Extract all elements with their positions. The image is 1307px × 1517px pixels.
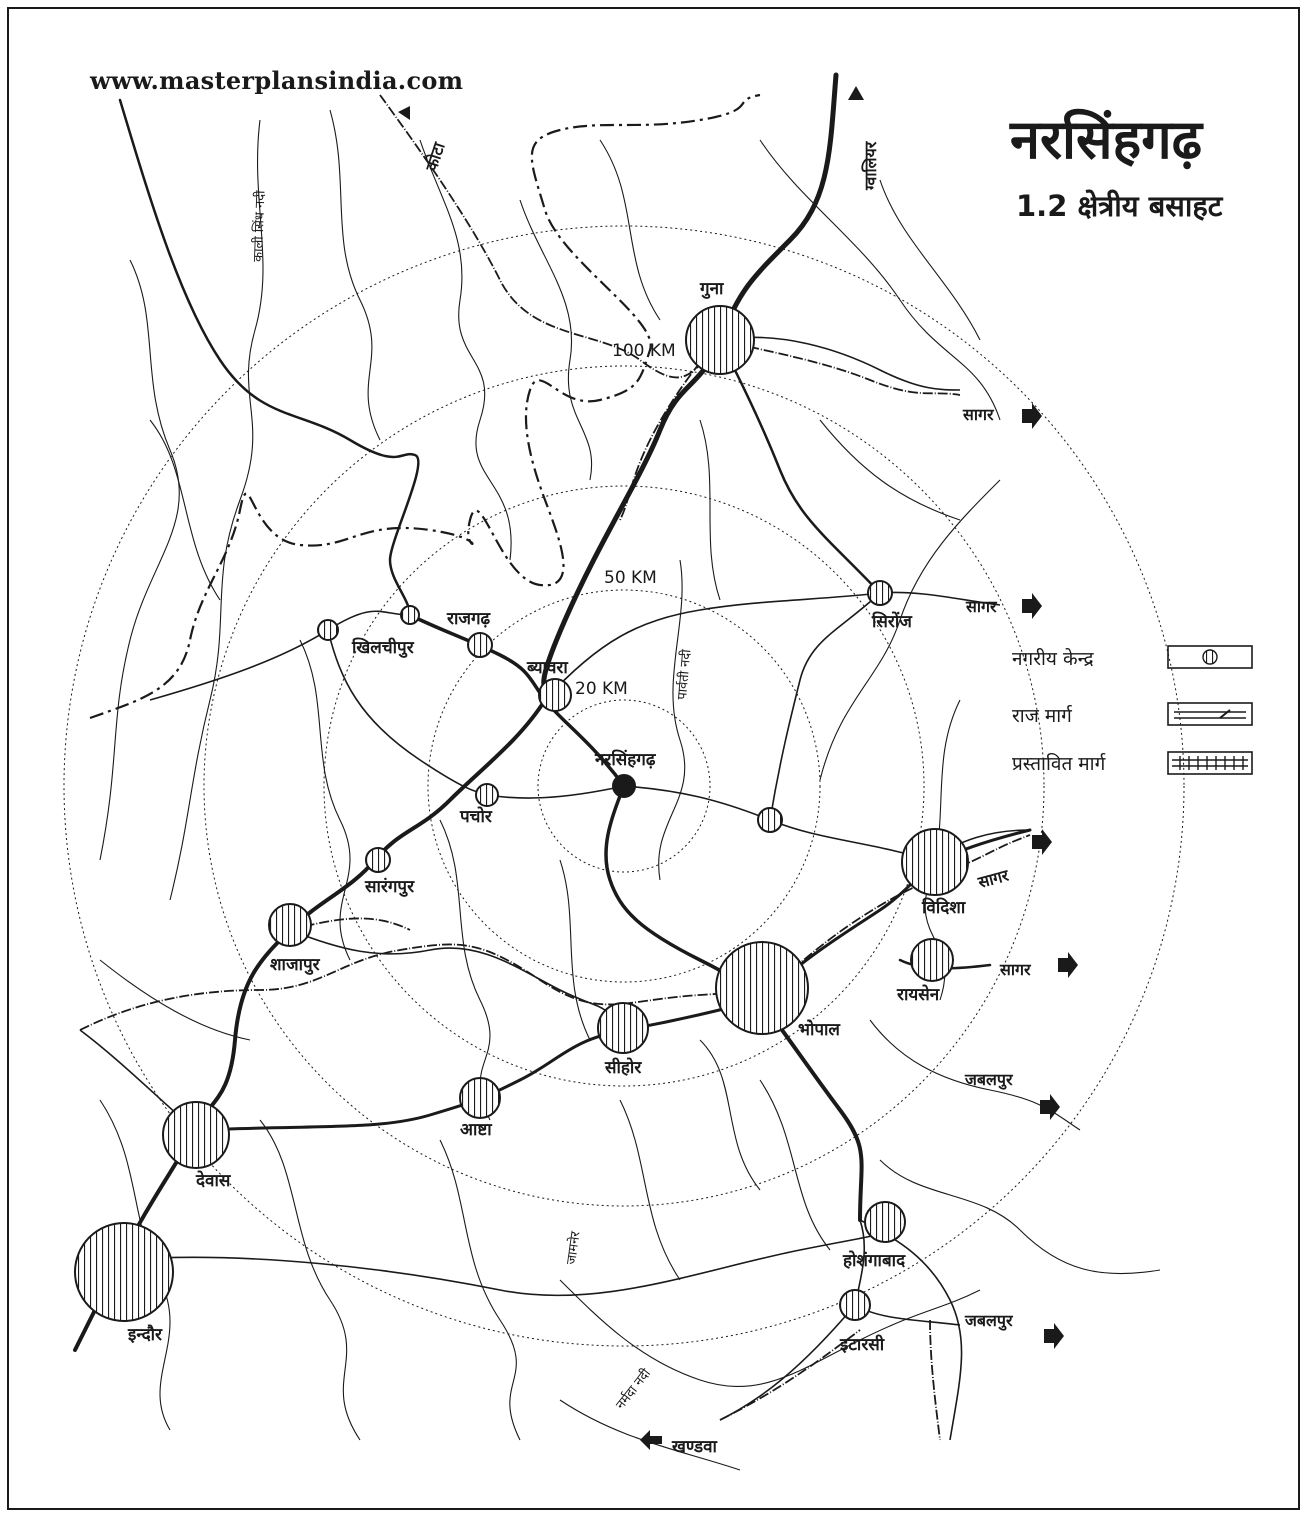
place-label-raisen: रायसेन (897, 985, 940, 1005)
place-labels (127, 279, 966, 1457)
urban-centre-sironj (868, 581, 892, 605)
state-boundary (90, 95, 760, 718)
ring-label-20km: 20 KM (575, 679, 628, 699)
urban-centre-bhopal (716, 942, 808, 1034)
arrow-left-icon (398, 106, 410, 120)
river-label-jamner: जामनेर (564, 1230, 584, 1266)
urban-centre-sehore (598, 1003, 648, 1053)
destination-labels (398, 86, 1078, 1450)
arrow-right-icon (1040, 1094, 1060, 1120)
arrow-right-icon (1032, 829, 1052, 855)
urban-centre-narsinghgarh (613, 775, 635, 797)
arrow-right-icon (1058, 952, 1078, 978)
arrow-up-icon (848, 86, 864, 100)
urban-centre-shajapur (269, 904, 311, 946)
destination-jabalpur-2: जबलपुर (965, 1311, 1013, 1330)
arrow-right-icon (1022, 593, 1042, 619)
river-label-kalisindh: काली सिंध नदी (251, 190, 269, 263)
place-label-sironj: सिरोंज (872, 612, 912, 632)
urban-centre-pachor (476, 784, 498, 806)
destination-gwalior: ग्वालियर (861, 141, 880, 190)
river-labels (250, 190, 694, 1413)
destination-sagar-3: सागर (976, 865, 1011, 892)
arrow-right-icon (1044, 1323, 1064, 1349)
place-label-indore: इन्दौर (128, 1325, 162, 1345)
urban-centre-ashta (460, 1078, 500, 1118)
urban-centre-khilchipur (401, 606, 419, 624)
legend-label-proposed-road: प्रस्तावित मार्ग (1012, 753, 1106, 775)
urban-centre-rajgarh (468, 633, 492, 657)
watermark: www.masterplansindia.com (90, 66, 464, 95)
urban-centre-hoshangabad (865, 1202, 905, 1242)
place-label-hoshangabad: होशंगाबाद (843, 1251, 906, 1271)
ring-label-100km: 100 KM (612, 341, 676, 361)
legend-urban-centre-icon (1203, 650, 1217, 664)
urban-centre-village-west (318, 620, 338, 640)
place-label-rajgarh: राजगढ़ (447, 609, 491, 629)
place-label-itarsi: इटारसी (840, 1335, 885, 1355)
arrow-right-icon (1022, 403, 1042, 429)
place-label-sarangpur: सारंगपुर (365, 877, 415, 897)
arrow-left-icon (640, 1430, 662, 1450)
urban-centre-raisen (911, 939, 953, 981)
map-title: नरसिंहगढ़ (1010, 108, 1203, 171)
place-label-ashta: आष्टा (460, 1120, 492, 1140)
urban-centre-east (758, 808, 782, 832)
legend-label-urban-centre: नगरीय केन्द्र (1012, 648, 1094, 670)
urban-centre-itarsi (840, 1290, 870, 1320)
river-label-parvati: पार्वती नदी (675, 648, 695, 701)
place-label-dewas: देवास (196, 1171, 231, 1191)
legend-symbol-state-highway (1168, 703, 1252, 725)
place-label-shajapur: शाजापुर (270, 955, 320, 975)
urban-centre-biaora (539, 679, 571, 711)
roads (80, 337, 1030, 1440)
urban-centre-sarangpur (366, 848, 390, 872)
urban-centres (75, 306, 968, 1321)
place-label-narsinghgarh: नरसिंहगढ़ (595, 750, 656, 770)
place-label-biaora: ब्यावरा (527, 658, 568, 678)
urban-centre-guna (686, 306, 754, 374)
destination-kota: कोटा (421, 140, 449, 174)
legend-symbols (1168, 646, 1252, 774)
destination-sagar-1: सागर (963, 405, 994, 424)
urban-centre-vidisha (902, 829, 968, 895)
urban-centre-dewas (163, 1102, 229, 1168)
place-label-bhopal: भोपाल (798, 1020, 840, 1040)
destination-jabalpur-1: जबलपुर (965, 1070, 1013, 1089)
destination-sagar-2: सागर (966, 597, 997, 616)
map-subtitle: 1.2 क्षेत्रीय बसाहट (1016, 189, 1223, 223)
urban-centre-indore (75, 1223, 173, 1321)
river-label-narmada: नर्मदा नदी (613, 1366, 655, 1413)
legend-label-state-highway: राज मार्ग (1012, 705, 1072, 727)
ring-label-50km: 50 KM (604, 568, 657, 588)
place-label-guna: गुना (700, 279, 724, 299)
place-label-khandwa: खण्डवा (672, 1437, 717, 1457)
place-label-sehore: सीहोर (605, 1058, 642, 1078)
place-label-khilchipur: खिलचीपुर (352, 638, 414, 658)
destination-sagar-4: सागर (1000, 960, 1031, 979)
place-label-vidisha: विदिशा (922, 898, 966, 918)
place-label-pachor: पचोर (460, 807, 492, 827)
